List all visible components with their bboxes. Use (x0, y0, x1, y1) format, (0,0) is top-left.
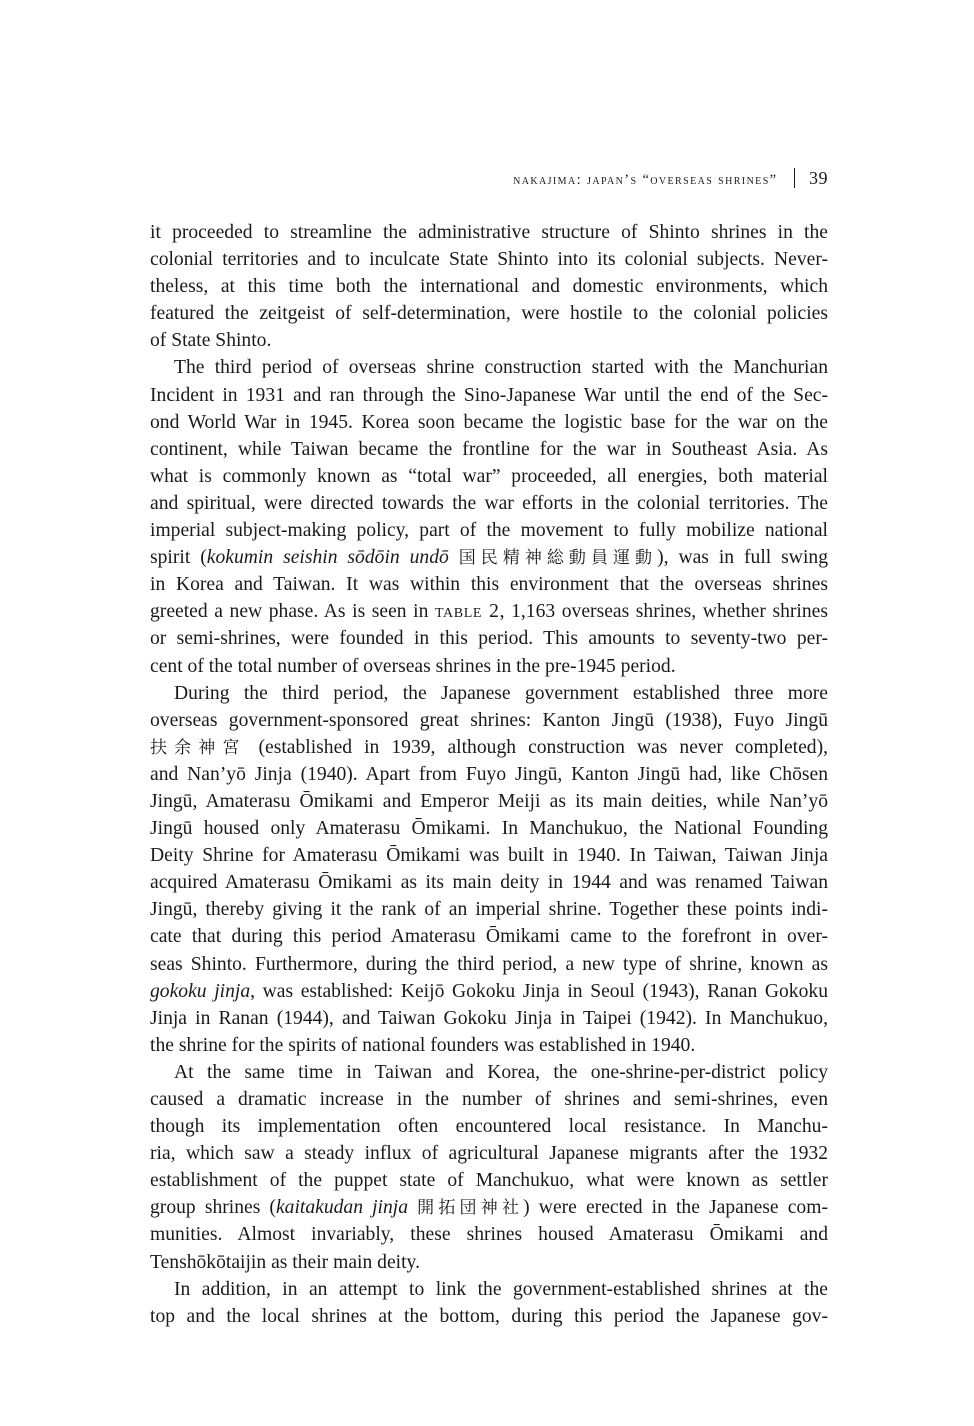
text-run: Tenshōkōtaijin as their main deity. (150, 1251, 420, 1273)
text-run: The third period of overseas shrine construction started with the Manchurian (174, 357, 828, 379)
running-head (150, 166, 828, 192)
text-line (150, 219, 828, 246)
text-run: in Korea and Taiwan. It was within this environment that the overseas shrines (150, 574, 828, 596)
paragraph (150, 680, 828, 1059)
text-run: overseas government-sponsored great shrines: Kanton Jingū (1938), Fuyo Jingū (150, 709, 828, 731)
text-line (150, 923, 828, 950)
text-run: colonial territories and to inculcate State Shinto into its colonial subjects. Never- (150, 249, 828, 271)
text-run: Jingū housed only Amaterasu Ōmikami. In Manchukuo, the National Founding (150, 818, 828, 840)
text-run: theless, at this time both the international and domestic environments, which (150, 276, 828, 298)
text-line (150, 1303, 828, 1330)
text-line (150, 1059, 828, 1086)
text-run: of State Shinto. (150, 330, 272, 352)
text-line (150, 1276, 828, 1303)
text-line (150, 896, 828, 923)
paragraph (150, 1059, 828, 1276)
text-run: cent of the total number of overseas shrines in the pre-1945 period. (150, 655, 676, 677)
text-run (408, 1197, 417, 1218)
table-reference: table 2 (435, 601, 500, 623)
text-run: , was established: Keijō Gokoku Jinja in Seoul (1943), Ranan Gokoku (250, 980, 828, 1002)
text-run: Jinja in Ranan (1944), and Taiwan Gokoku Jinja in Taipei (1942). In Manchukuo, (150, 1007, 828, 1029)
text-line (150, 246, 828, 273)
text-run: and spiritual, were directed towards the war efforts in the colonial territories. The (150, 492, 828, 514)
japanese-term: 扶余神宮 (150, 737, 247, 758)
text-line (150, 598, 828, 625)
text-line (150, 382, 828, 409)
text-run: caused a dramatic increase in the number of shrines and semi-shrines, even (150, 1089, 828, 1110)
text-line (150, 680, 828, 707)
text-run: acquired Amaterasu Ōmikami as its main deity in 1944 and was renamed Taiwan (150, 872, 828, 894)
text-line (150, 1140, 828, 1167)
text-line (150, 625, 828, 652)
text-line (150, 951, 828, 978)
text-line (150, 544, 828, 571)
text-line (150, 1113, 828, 1140)
text-line (150, 1249, 828, 1276)
text-run: Deity Shrine for Amaterasu Ōmikami was built in 1940. In Taiwan, Taiwan Jinja (150, 845, 828, 867)
running-title: nakajima: japan’s “overseas shrines” (513, 172, 778, 188)
text-line (150, 653, 828, 680)
text-run: featured the zeitgeist of self-determination, were hostile to the colonial policies (150, 303, 828, 325)
text-line (150, 409, 828, 436)
paragraph (150, 219, 828, 354)
text-line (150, 327, 828, 354)
italic-term: kaitakudan jinja (275, 1197, 409, 1219)
text-line (150, 1032, 828, 1059)
text-run: what is commonly known as “total war” proceeded, all energies, both material (150, 465, 828, 487)
text-run: Incident in 1931 and ran through the Sino-Japanese War until the end of the Sec- (150, 384, 828, 406)
text-run: ) were erected in the Japanese com- (523, 1197, 828, 1219)
text-line (150, 788, 828, 815)
text-line (150, 490, 828, 517)
text-line (150, 463, 828, 490)
text-run: though its implementation often encountered local resistance. In Manchu- (150, 1116, 828, 1138)
text-run: , 1,163 overseas shrines, whether shrines (499, 601, 828, 623)
text-run: it proceeded to streamline the administrative structure of Shinto shrines in the (150, 222, 828, 243)
text-line (150, 436, 828, 463)
text-run (449, 547, 459, 568)
text-line (150, 734, 828, 761)
japanese-term: 開拓団神社 (417, 1198, 524, 1219)
header-divider (794, 168, 796, 188)
text-line (150, 571, 828, 598)
text-run: continent, while Taiwan became the frontline for the war in Southeast Asia. As (150, 438, 828, 460)
text-line (150, 1194, 828, 1221)
text-line (150, 707, 828, 734)
text-run: Jingū, Amaterasu Ōmikami and Emperor Meiji as its main deities, while Nan’yō (150, 790, 828, 812)
text-run: group shrines ( (150, 1197, 276, 1219)
text-run: ), was in full swing (657, 547, 828, 569)
text-run: top and the local shrines at the bottom, during this period the Japanese gov- (150, 1305, 828, 1327)
text-run: At the same time in Taiwan and Korea, the one-shrine-per-district policy (174, 1061, 828, 1083)
text-run: ria, which saw a steady influx of agricultural Japanese migrants after the 1932 (150, 1143, 828, 1165)
japanese-term: 国民精神総動員運動 (458, 548, 658, 569)
text-run: (established in 1939, although construction was never completed), (246, 736, 828, 758)
text-line (150, 842, 828, 869)
text-run: spirit ( (150, 547, 207, 569)
text-line (150, 978, 828, 1005)
text-run: cate that during this period Amaterasu Ōmikami came to the forefront in over- (150, 926, 828, 948)
paragraph (150, 354, 828, 679)
italic-term: gokoku jinja (150, 980, 251, 1002)
text-line (150, 1005, 828, 1032)
text-line (150, 1086, 828, 1113)
italic-term: kokumin seishin sōdōin undō (206, 547, 449, 569)
text-run: and Nan’yō Jinja (1940). Apart from Fuyo Jingū, Kanton Jingū had, like Chōsen (150, 763, 828, 785)
page-number: 39 (809, 168, 828, 188)
text-line (150, 273, 828, 300)
text-line (150, 1221, 828, 1248)
text-line (150, 354, 828, 381)
text-run: establishment of the puppet state of Manchukuo, what were known as settler (150, 1170, 828, 1192)
text-run: seas Shinto. Furthermore, during the third period, a new type of shrine, known as (150, 953, 828, 975)
body-text (150, 219, 828, 1330)
text-run: Jingū, thereby giving it the rank of an imperial shrine. Together these points indi- (150, 899, 828, 921)
paragraph (150, 1276, 828, 1330)
text-line (150, 815, 828, 842)
text-line (150, 517, 828, 544)
text-run: or semi-shrines, were founded in this period. This amounts to seventy-two per- (150, 628, 828, 650)
text-run: In addition, in an attempt to link the government-established shrines at the (174, 1278, 828, 1300)
text-line (150, 1167, 828, 1194)
text-line (150, 761, 828, 788)
text-run: greeted a new phase. As is seen in (150, 601, 436, 623)
text-run: During the third period, the Japanese government established three more (174, 682, 828, 704)
text-line (150, 869, 828, 896)
text-run: munities. Almost invariably, these shrines housed Amaterasu Ōmikami and (150, 1224, 828, 1246)
text-run: imperial subject-making policy, part of the movement to fully mobilize national (150, 520, 828, 542)
text-run: ond World War in 1945. Korea soon became the logistic base for the war on the (150, 411, 828, 433)
text-run: the shrine for the spirits of national founders was established in 1940. (150, 1034, 696, 1056)
text-line (150, 300, 828, 327)
